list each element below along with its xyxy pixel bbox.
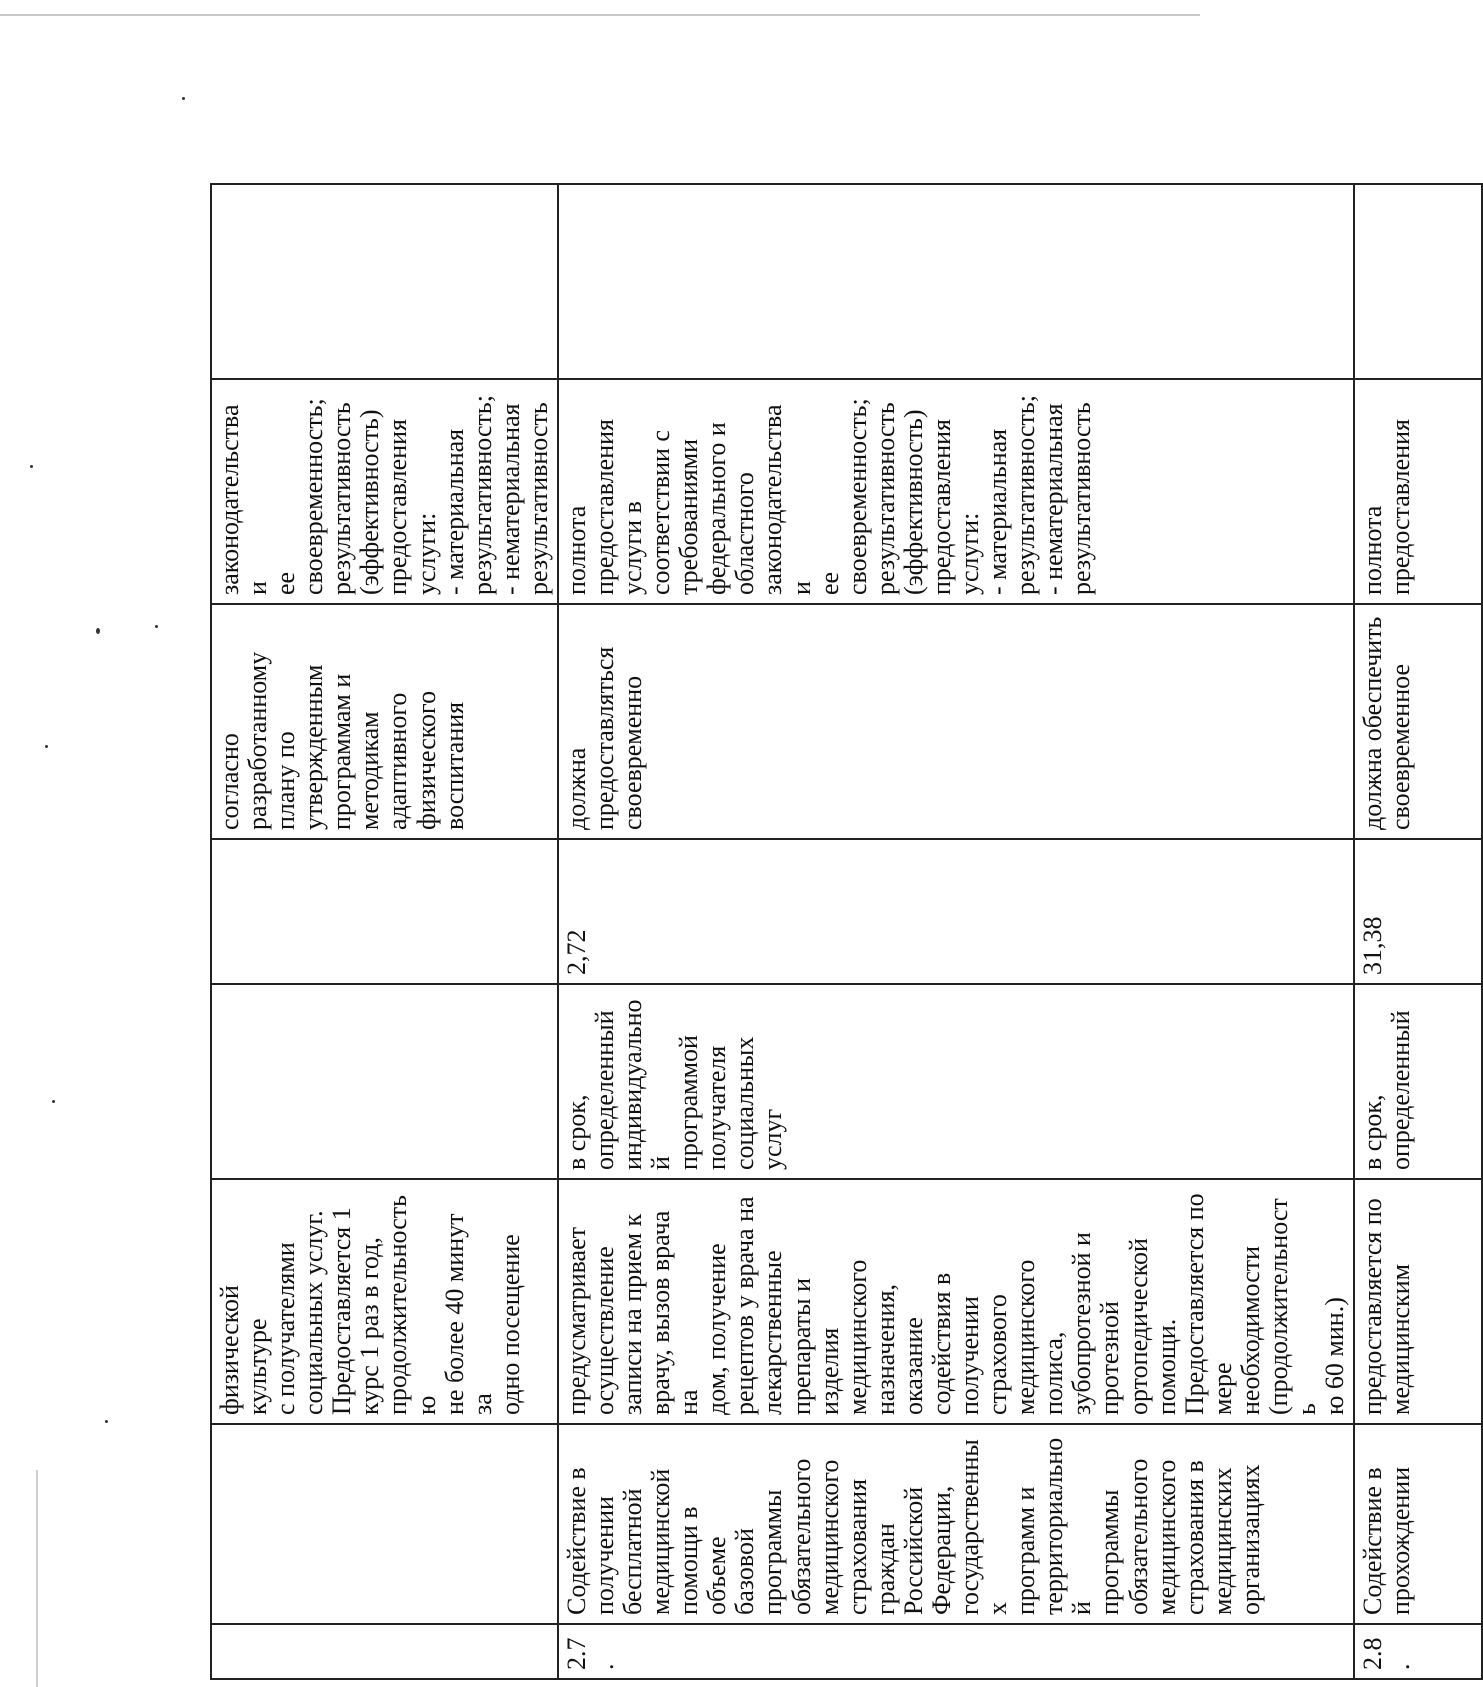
scan-speck xyxy=(96,628,100,634)
cell-note xyxy=(211,184,558,379)
scan-speck xyxy=(105,1420,108,1423)
cell-description: предусматривает осуществление записи на прием к врачу, вызов врача на дом, получение рецептов у врача на лекарственные препараты и изделия медицинского назначения, оказание содействия в получении страхового медицинского полиса, зубопротезной и протезной ортопедической помощи. Предоставляется по мере необходимости (продолжительность ю 60 мин.) xyxy=(558,1179,1354,1424)
cell-cost xyxy=(211,839,558,984)
cell-indicators: полнота предоставления xyxy=(1354,379,1482,604)
cell-description: предоставляется по медицинским xyxy=(1354,1179,1482,1424)
cell-number: 2.7. xyxy=(558,1624,1354,1679)
cell-indicators: полнота предоставления услуги в соответствии с требованиями федерального и областного законодательства и ее своевременность; результативность (эффективность) предоставления услуги: - материальная результативность; - нематериальная результативность xyxy=(558,379,1354,604)
cell-conditions: должна обеспечить своевременное xyxy=(1354,604,1482,839)
table-row xyxy=(211,184,558,1679)
cell-term: в срок, определенный индивидуальной программой получателя социальных услуг xyxy=(558,984,1354,1179)
cell-cost: 31,38 xyxy=(1354,839,1482,984)
cell-service-name xyxy=(211,1424,558,1624)
cell-service-name: Содействие в получении бесплатной медицинской помощи в объеме базовой программы обязательного медицинского страхования граждан Российской Федерации, государственных программ и территориальной программы обязательного медицинского страхования в медицинских организациях xyxy=(558,1424,1354,1624)
services-table xyxy=(210,183,1483,1680)
cell-conditions: должна предоставляться своевременно xyxy=(558,604,1354,839)
services-table-rotated xyxy=(210,185,1416,1680)
cell-note xyxy=(558,184,1354,379)
cell-service-name: Содействие в прохождении xyxy=(1354,1424,1482,1624)
scan-speck xyxy=(45,745,48,748)
cell-description: физической культуре с получателями социальных услуг. Предоставляется 1 курс 1 раз в год, продолжительностью не более 40 минут за одно посещение xyxy=(211,1179,558,1424)
cell-cost: 2,72 xyxy=(558,839,1354,984)
cell-indicators: законодательства и ее своевременность; результативность (эффективность) предоставления услуги: - материальная результативность; - нематериальная результативность xyxy=(211,379,558,604)
scan-speck xyxy=(155,625,158,628)
cell-term: в срок, определенный xyxy=(1354,984,1482,1179)
scan-left-edge xyxy=(36,1470,38,1687)
cell-term xyxy=(211,984,558,1179)
scan-speck xyxy=(30,465,33,468)
cell-number: 2.8. xyxy=(1354,1624,1482,1679)
table-row xyxy=(558,184,1354,1679)
scan-top-edge xyxy=(0,14,1200,16)
table-row xyxy=(1354,184,1482,1679)
cell-note xyxy=(1354,184,1482,379)
cell-number xyxy=(211,1624,558,1679)
cell-conditions: согласно разработанному плану по утвержденным программам и методикам адаптивного физического воспитания xyxy=(211,604,558,839)
scan-speck xyxy=(52,1100,55,1103)
scan-speck xyxy=(182,97,185,100)
